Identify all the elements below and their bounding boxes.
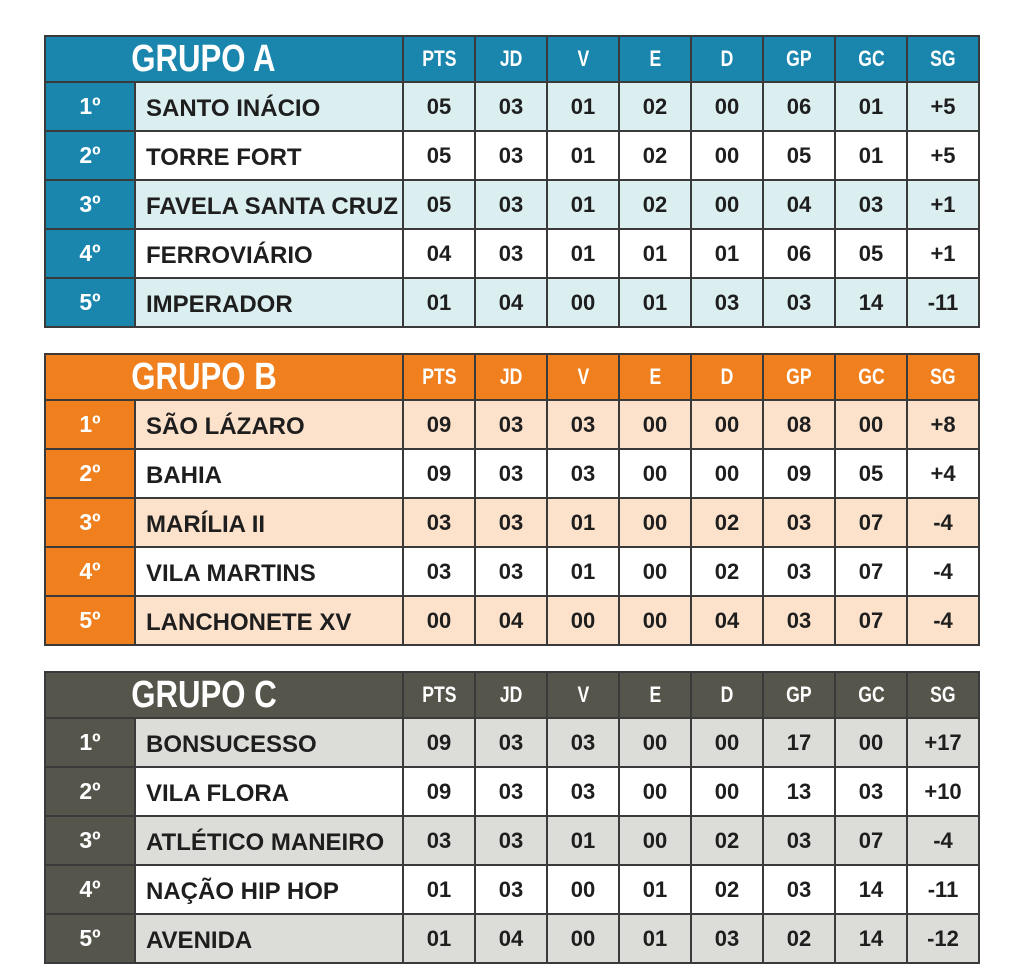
column-header-label: V <box>577 682 589 707</box>
stat-d: 01 <box>691 229 763 278</box>
column-header-v <box>547 36 619 82</box>
stat-gp: 03 <box>763 547 835 596</box>
column-header-label: E <box>649 364 661 389</box>
group-table <box>44 35 980 328</box>
stat-pts: 01 <box>403 914 475 963</box>
team-name: ATLÉTICO MANEIRO <box>135 816 403 865</box>
stat-sg: +5 <box>907 82 979 131</box>
stat-pts: 05 <box>403 180 475 229</box>
stat-sg: -12 <box>907 914 979 963</box>
stat-gp: 03 <box>763 865 835 914</box>
team-name: LANCHONETE XV <box>135 596 403 645</box>
position-cell: 1º <box>45 82 135 131</box>
stat-e: 00 <box>619 767 691 816</box>
stat-e: 02 <box>619 131 691 180</box>
stat-v: 03 <box>547 400 619 449</box>
stat-d: 02 <box>691 816 763 865</box>
stat-e: 00 <box>619 498 691 547</box>
stat-sg: +8 <box>907 400 979 449</box>
stat-e: 01 <box>619 914 691 963</box>
stat-sg: +1 <box>907 180 979 229</box>
stat-gc: 00 <box>835 718 907 767</box>
column-header-d <box>691 672 763 718</box>
stat-gp: 06 <box>763 82 835 131</box>
stat-sg: +1 <box>907 229 979 278</box>
column-header-label: V <box>577 46 589 71</box>
stat-gp: 03 <box>763 816 835 865</box>
column-header-label: GC <box>857 46 885 71</box>
team-name: TORRE FORT <box>135 131 403 180</box>
stat-jd: 03 <box>475 229 547 278</box>
stat-jd: 03 <box>475 816 547 865</box>
group-table <box>44 671 980 964</box>
stat-v: 01 <box>547 131 619 180</box>
stat-pts: 05 <box>403 131 475 180</box>
column-header-gp <box>763 354 835 400</box>
stat-d: 04 <box>691 596 763 645</box>
table-row <box>45 914 979 963</box>
table-row <box>45 816 979 865</box>
stat-pts: 09 <box>403 400 475 449</box>
column-header-label: SG <box>930 46 956 71</box>
stat-v: 01 <box>547 816 619 865</box>
stat-v: 01 <box>547 82 619 131</box>
column-header-label: JD <box>499 682 523 707</box>
stat-pts: 03 <box>403 816 475 865</box>
stat-d: 00 <box>691 449 763 498</box>
stat-gc: 14 <box>835 865 907 914</box>
column-header-sg <box>907 354 979 400</box>
stat-sg: -4 <box>907 596 979 645</box>
column-header-gp <box>763 672 835 718</box>
position-cell: 2º <box>45 449 135 498</box>
column-header-label: PTS <box>421 46 457 71</box>
stat-v: 01 <box>547 229 619 278</box>
team-name: AVENIDA <box>135 914 403 963</box>
stat-gc: 07 <box>835 596 907 645</box>
stat-gp: 06 <box>763 229 835 278</box>
table-row <box>45 767 979 816</box>
column-header-d <box>691 36 763 82</box>
table-row <box>45 131 979 180</box>
column-header-label: D <box>720 46 734 71</box>
stat-pts: 03 <box>403 547 475 596</box>
stat-jd: 03 <box>475 865 547 914</box>
stat-sg: +17 <box>907 718 979 767</box>
stat-gc: 00 <box>835 400 907 449</box>
stat-gc: 07 <box>835 498 907 547</box>
stat-pts: 05 <box>403 82 475 131</box>
team-name: SÃO LÁZARO <box>135 400 403 449</box>
header-row <box>45 672 979 718</box>
column-header-label: D <box>720 682 734 707</box>
stat-gp: 13 <box>763 767 835 816</box>
table-row <box>45 547 979 596</box>
stat-gp: 08 <box>763 400 835 449</box>
stat-d: 03 <box>691 278 763 327</box>
team-name: MARÍLIA II <box>135 498 403 547</box>
column-header-d <box>691 354 763 400</box>
stat-v: 03 <box>547 718 619 767</box>
stat-d: 03 <box>691 914 763 963</box>
column-header-label: GC <box>857 682 885 707</box>
position-cell: 2º <box>45 767 135 816</box>
stat-jd: 04 <box>475 914 547 963</box>
position-cell: 2º <box>45 131 135 180</box>
column-header-label: GP <box>786 682 812 707</box>
stat-jd: 04 <box>475 596 547 645</box>
stat-sg: +5 <box>907 131 979 180</box>
standings-table-grupo-b <box>44 353 979 646</box>
position-cell: 4º <box>45 229 135 278</box>
stat-sg: +10 <box>907 767 979 816</box>
stat-gc: 03 <box>835 767 907 816</box>
table-row <box>45 718 979 767</box>
stat-gp: 17 <box>763 718 835 767</box>
column-header-label: PTS <box>421 682 457 707</box>
stat-jd: 03 <box>475 400 547 449</box>
stat-gp: 05 <box>763 131 835 180</box>
stat-d: 00 <box>691 82 763 131</box>
position-cell: 5º <box>45 914 135 963</box>
column-header-pts <box>403 354 475 400</box>
column-header-label: D <box>720 364 734 389</box>
column-header-label: JD <box>499 46 523 71</box>
team-name: SANTO INÁCIO <box>135 82 403 131</box>
column-header-gc <box>835 36 907 82</box>
column-header-e <box>619 36 691 82</box>
team-name: BAHIA <box>135 449 403 498</box>
column-header-label: E <box>649 682 661 707</box>
stat-d: 02 <box>691 865 763 914</box>
stat-gc: 05 <box>835 229 907 278</box>
column-header-sg <box>907 36 979 82</box>
column-header-gp <box>763 36 835 82</box>
position-cell: 3º <box>45 180 135 229</box>
stat-gp: 04 <box>763 180 835 229</box>
stat-gc: 14 <box>835 914 907 963</box>
column-header-label: PTS <box>421 364 457 389</box>
column-header-label: V <box>577 364 589 389</box>
stat-v: 01 <box>547 547 619 596</box>
stat-jd: 03 <box>475 449 547 498</box>
position-cell: 4º <box>45 547 135 596</box>
column-header-e <box>619 672 691 718</box>
stat-d: 02 <box>691 547 763 596</box>
column-header-label: SG <box>930 682 956 707</box>
column-header-v <box>547 354 619 400</box>
stat-v: 01 <box>547 180 619 229</box>
table-row <box>45 278 979 327</box>
group-title: GRUPO C <box>131 673 277 716</box>
stat-e: 00 <box>619 400 691 449</box>
stat-v: 03 <box>547 767 619 816</box>
stat-e: 00 <box>619 547 691 596</box>
team-name: FERROVIÁRIO <box>135 229 403 278</box>
column-header-label: E <box>649 46 661 71</box>
column-header-v <box>547 672 619 718</box>
stat-sg: +4 <box>907 449 979 498</box>
stat-gp: 03 <box>763 596 835 645</box>
stat-e: 00 <box>619 816 691 865</box>
stat-jd: 03 <box>475 82 547 131</box>
stat-gc: 07 <box>835 816 907 865</box>
column-header-pts <box>403 672 475 718</box>
group-title-cell <box>45 36 403 82</box>
stat-gc: 05 <box>835 449 907 498</box>
stat-jd: 03 <box>475 131 547 180</box>
position-cell: 3º <box>45 498 135 547</box>
column-header-gc <box>835 354 907 400</box>
stat-pts: 09 <box>403 767 475 816</box>
position-cell: 5º <box>45 278 135 327</box>
stat-v: 03 <box>547 449 619 498</box>
stat-d: 00 <box>691 180 763 229</box>
stat-jd: 03 <box>475 718 547 767</box>
team-name: IMPERADOR <box>135 278 403 327</box>
team-name: VILA FLORA <box>135 767 403 816</box>
team-name: VILA MARTINS <box>135 547 403 596</box>
group-table <box>44 353 980 646</box>
team-name: FAVELA SANTA CRUZ <box>135 180 403 229</box>
team-name: NAÇÃO HIP HOP <box>135 865 403 914</box>
table-row <box>45 82 979 131</box>
stat-pts: 03 <box>403 498 475 547</box>
stat-e: 00 <box>619 596 691 645</box>
position-cell: 1º <box>45 718 135 767</box>
stat-pts: 00 <box>403 596 475 645</box>
stat-d: 00 <box>691 718 763 767</box>
stat-v: 00 <box>547 914 619 963</box>
column-header-jd <box>475 354 547 400</box>
stat-jd: 03 <box>475 498 547 547</box>
stat-gp: 02 <box>763 914 835 963</box>
column-header-pts <box>403 36 475 82</box>
stat-gc: 14 <box>835 278 907 327</box>
table-row <box>45 449 979 498</box>
stat-d: 00 <box>691 131 763 180</box>
position-cell: 1º <box>45 400 135 449</box>
stat-sg: -4 <box>907 816 979 865</box>
table-row <box>45 498 979 547</box>
stat-gc: 07 <box>835 547 907 596</box>
stat-v: 01 <box>547 498 619 547</box>
column-header-jd <box>475 672 547 718</box>
stat-gp: 03 <box>763 498 835 547</box>
column-header-label: GC <box>857 364 885 389</box>
stat-pts: 09 <box>403 718 475 767</box>
stat-gp: 03 <box>763 278 835 327</box>
group-title: GRUPO A <box>131 37 276 80</box>
stat-sg: -11 <box>907 865 979 914</box>
stat-e: 02 <box>619 180 691 229</box>
stat-pts: 01 <box>403 865 475 914</box>
group-title-cell <box>45 672 403 718</box>
stat-jd: 03 <box>475 767 547 816</box>
stat-gp: 09 <box>763 449 835 498</box>
stat-sg: -11 <box>907 278 979 327</box>
stat-gc: 01 <box>835 131 907 180</box>
column-header-sg <box>907 672 979 718</box>
column-header-jd <box>475 36 547 82</box>
stat-v: 00 <box>547 278 619 327</box>
header-row <box>45 36 979 82</box>
stat-sg: -4 <box>907 498 979 547</box>
stat-e: 00 <box>619 718 691 767</box>
column-header-label: SG <box>930 364 956 389</box>
standings-table-grupo-a <box>44 35 979 328</box>
header-row <box>45 354 979 400</box>
standings-table-grupo-c <box>44 671 979 964</box>
stat-gc: 01 <box>835 82 907 131</box>
stat-gc: 03 <box>835 180 907 229</box>
column-header-gc <box>835 672 907 718</box>
group-title: GRUPO B <box>131 355 277 398</box>
stat-e: 01 <box>619 278 691 327</box>
stat-pts: 01 <box>403 278 475 327</box>
stat-d: 00 <box>691 767 763 816</box>
column-header-label: GP <box>786 46 812 71</box>
stat-e: 01 <box>619 865 691 914</box>
stat-v: 00 <box>547 865 619 914</box>
position-cell: 3º <box>45 816 135 865</box>
group-title-cell <box>45 354 403 400</box>
stat-d: 00 <box>691 400 763 449</box>
team-name: BONSUCESSO <box>135 718 403 767</box>
stat-e: 02 <box>619 82 691 131</box>
column-header-label: JD <box>499 364 523 389</box>
stat-e: 00 <box>619 449 691 498</box>
stat-d: 02 <box>691 498 763 547</box>
position-cell: 5º <box>45 596 135 645</box>
stat-e: 01 <box>619 229 691 278</box>
stat-v: 00 <box>547 596 619 645</box>
position-cell: 4º <box>45 865 135 914</box>
table-row <box>45 229 979 278</box>
column-header-e <box>619 354 691 400</box>
stat-sg: -4 <box>907 547 979 596</box>
stat-jd: 03 <box>475 180 547 229</box>
stat-jd: 03 <box>475 547 547 596</box>
stat-pts: 09 <box>403 449 475 498</box>
stat-pts: 04 <box>403 229 475 278</box>
table-row <box>45 865 979 914</box>
table-row <box>45 180 979 229</box>
column-header-label: GP <box>786 364 812 389</box>
stat-jd: 04 <box>475 278 547 327</box>
table-row <box>45 596 979 645</box>
table-row <box>45 400 979 449</box>
